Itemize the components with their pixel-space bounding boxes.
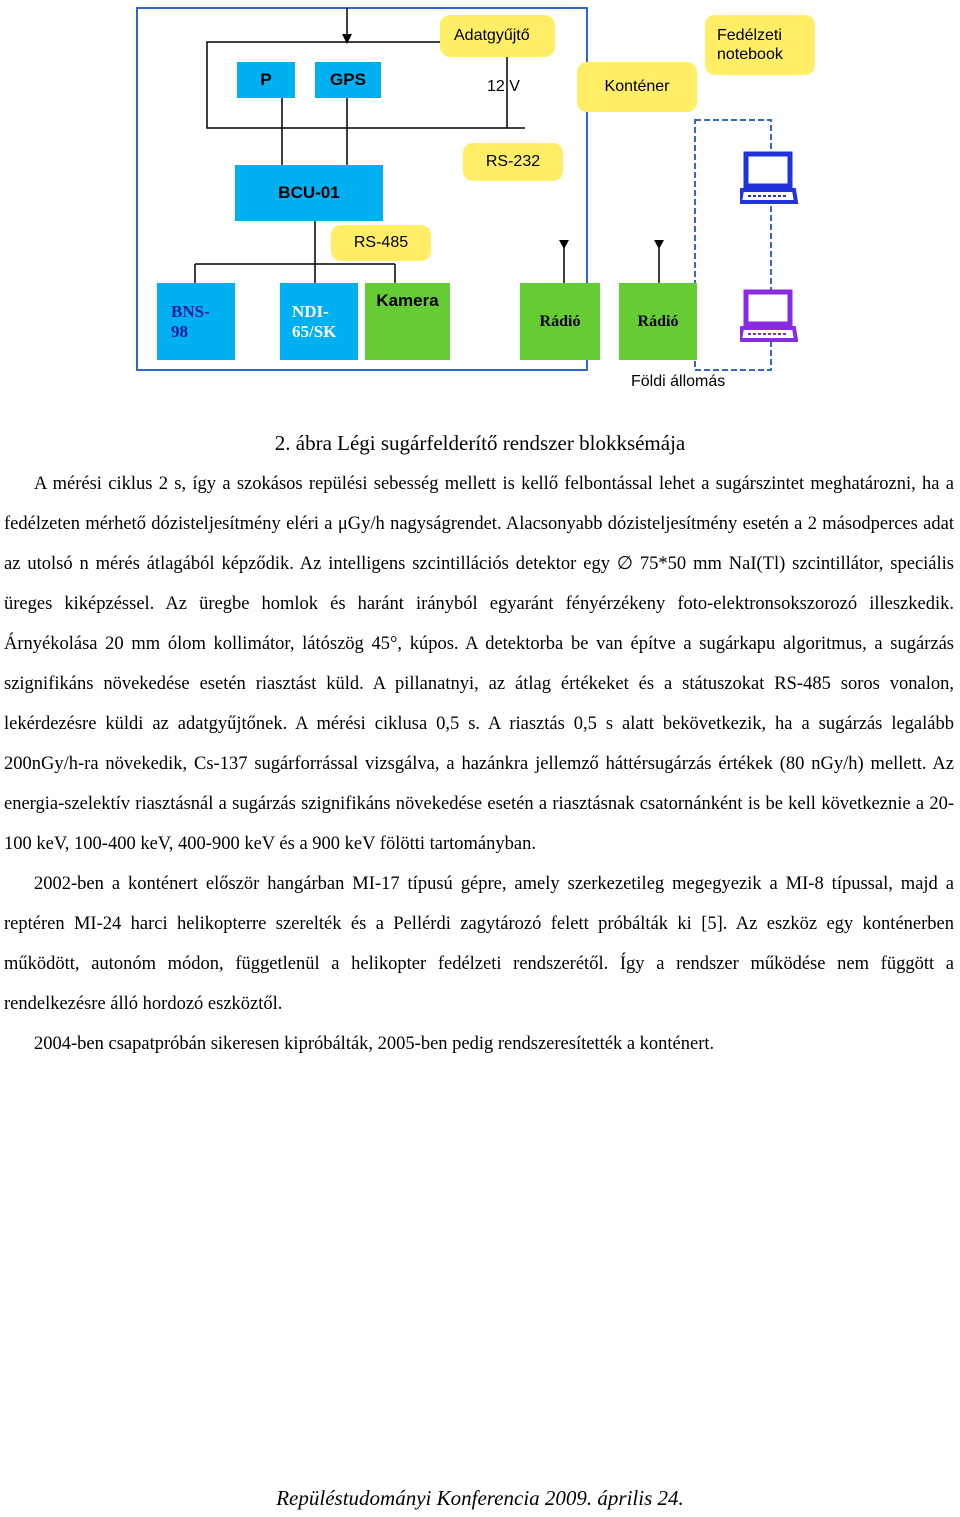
callout-adatgyujto: Adatgyűjtő — [440, 15, 555, 57]
paragraph-2: 2002-ben a konténert először hangárban MI-17 típusú gépre, amely szerkezetileg megegyezik a MI-8 típussal, majd a reptéren MI-24 harci helikopterre szerelték és a Pellérdi zagytározó felett próbálták ki [5]. Az eszköz egy konténerben működött, autonóm módon, függetlenül a helikopter fedélzeti rendszerétől. Így a rendszer működése nem függött a rendelkezésre álló hordozó eszköztől. — [4, 874, 954, 1014]
laptop-icon — [740, 150, 798, 208]
page-footer: Repüléstudományi Konferencia 2009. április 24. — [276, 1486, 684, 1510]
callout-rs232: RS-232 — [463, 143, 563, 181]
figure-caption: 2. ábra Légi sugárfelderítő rendszer blokksémája — [274, 431, 686, 455]
block-gps: GPS — [315, 62, 381, 98]
callout-kontener: Konténer — [577, 62, 697, 112]
block-ndi: NDI- 65/SK — [280, 283, 358, 360]
block-diagram — [135, 0, 783, 395]
voltage-label: 12 V — [487, 78, 520, 95]
body-text — [4, 464, 954, 1064]
paragraph-3: 2004-ben csapatpróbán sikeresen kipróbálták, 2005-ben pedig rendszeresítették a konténert. — [34, 1034, 715, 1054]
block-radio-2: Rádió — [619, 283, 697, 360]
block-bcu: BCU-01 — [235, 165, 383, 221]
paragraph-1: A mérési ciklus 2 s, így a szokásos repülési sebesség mellett is kellő felbontással lehet a sugárszintet meghatározni, ha a fedélzeten mérhető dózisteljesítmény eléri a μGy/h nagyságrendet. Alacsonyabb dózisteljesítmény esetén a 2 másodperces adat az utolsó n mérés átlagából képződik. Az intelligens szcintillációs detektor egy ∅ 75*50 mm NaI(Tl) szcintillátor, speciális üreges kiképzéssel. Az üregbe homlok és haránt irányból egyaránt fényérzékeny foto-elektronsokszorozó illeszkedik. Árnyékolása 20 mm ólom kollimátor, látószög 45°, kúpos. A detektorba be van építve a sugárkapu algoritmus, a sugárzás szignifikáns növekedése esetén riasztást küld. A pillanatnyi, az átlag értékeket és a státuszokat RS-485 soros vonalon, lekérdezésre küldi az adatgyűjtőnek. A mérési ciklusa 0,5 s. A riasztás 0,5 s alatt bekövetkezik, ha a sugárzás legalább 200nGy/h-ra növekedik, Cs-137 sugárforrással vizsgálva, a hazánkra jellemző háttérsugárzás értékek (80 nGy/h) mellett. Az energia-szelektív riasztásnál a sugárzás szignifikáns növekedése esetén a riasztásnak csatornánként is be kell következnie a 20-100 keV, 100-400 keV, 400-900 keV és a 900 keV fölötti tartományban. — [4, 474, 954, 854]
ground-station-label: Földi állomás — [631, 373, 726, 390]
block-p: P — [237, 62, 295, 98]
callout-fedelzeti-notebook: Fedélzeti notebook — [705, 15, 815, 75]
callout-rs485: RS-485 — [331, 225, 431, 261]
block-radio-1: Rádió — [520, 283, 600, 360]
block-bns: BNS- 98 — [157, 283, 235, 360]
block-kamera: Kamera — [365, 283, 450, 360]
laptop-icon — [740, 288, 798, 346]
